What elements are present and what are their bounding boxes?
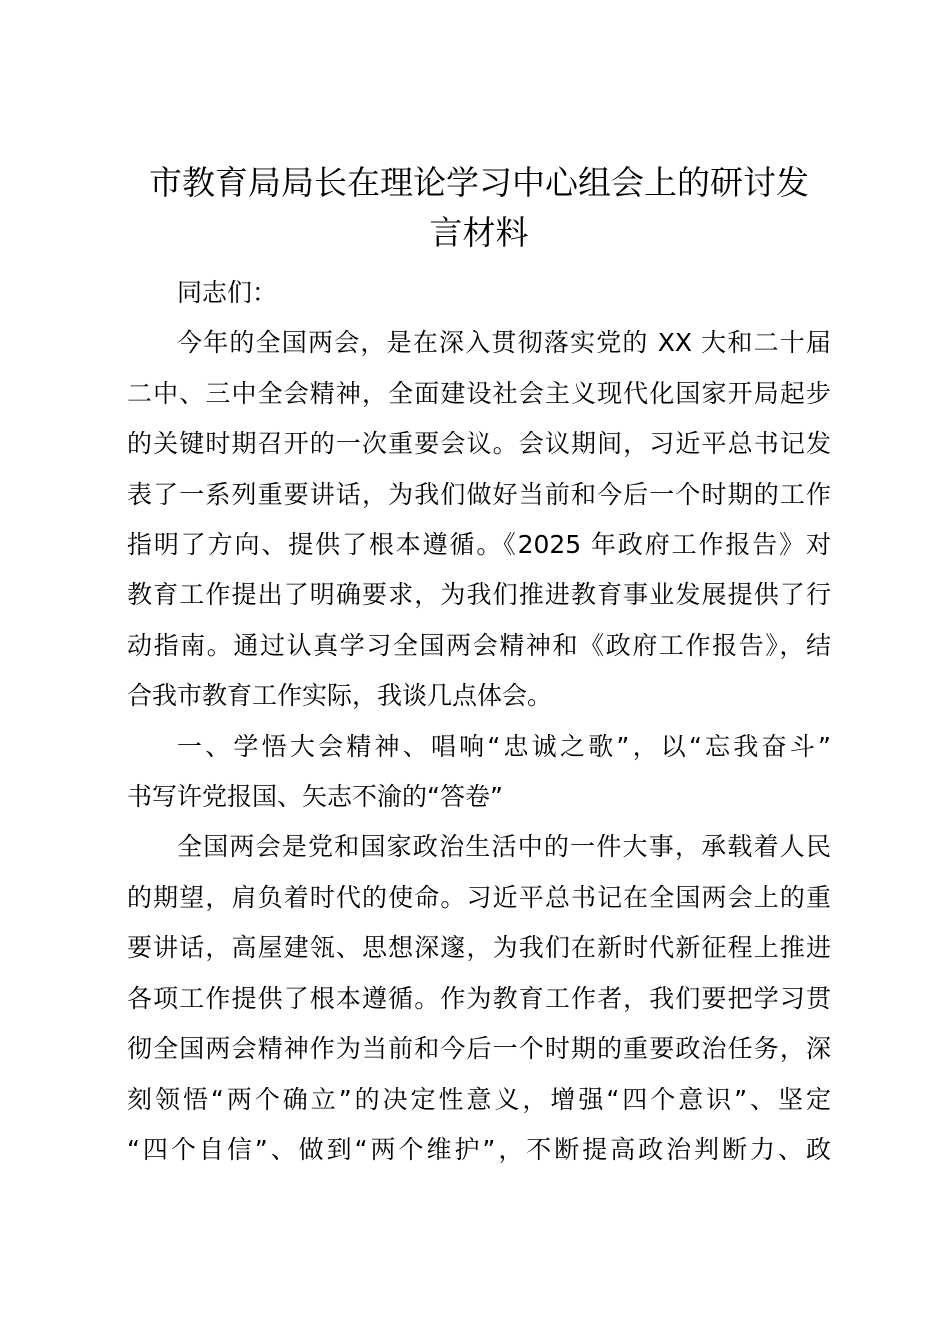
paragraph-line: 今年的全国两会，是在深入贯彻落实党的 XX 大和二十届 [177, 328, 831, 358]
paragraph-line: 教育工作提出了明确要求，为我们推进教育事业发展提供了行 [127, 580, 831, 610]
paragraph-line: 指明了方向、提供了根本遵循。《2025 年政府工作报告》对 [127, 530, 831, 560]
document-title [127, 158, 831, 258]
paragraph-line: 合我市教育工作实际，我谈几点体会。 [127, 681, 553, 711]
paragraph-section-1 [127, 822, 831, 1175]
paragraph-line: 全国两会是党和国家政治生活中的一件大事，承载着人民 [177, 832, 831, 862]
section-heading-1 [127, 722, 831, 823]
paragraph-line: 动指南。通过认真学习全国两会精神和《政府工作报告》，结 [127, 630, 831, 660]
paragraph-line: 各项工作提供了根本遵循。作为教育工作者，我们要把学习贯 [127, 983, 831, 1013]
heading-line: 书写许党报国、矢志不渝的“答卷” [127, 782, 503, 812]
paragraph-line: 彻全国两会精神作为当前和今后一个时期的重要政治任务，深 [127, 1034, 831, 1064]
paragraph-line: 二中、三中全会精神，全面建设社会主义现代化国家开局起步 [127, 378, 831, 408]
salutation [127, 268, 831, 318]
heading-line: 一、学悟大会精神、唱响“忠诚之歌”，以“忘我奋斗” [177, 731, 831, 761]
paragraph-line: 要讲话，高屋建瓴、思想深邃，为我们在新时代新征程上推进 [127, 933, 831, 963]
title-line: 市教育局局长在理论学习中心组会上的研讨发 [149, 163, 809, 202]
paragraph-intro [127, 318, 831, 721]
paragraph-line: 的期望，肩负着时代的使命。习近平总书记在全国两会上的重 [127, 882, 831, 912]
paragraph-line: 刻领悟“两个确立”的决定性意义，增强“四个意识”、坚定 [127, 1084, 831, 1114]
title-line: 言材料 [429, 213, 529, 252]
document-page [127, 158, 831, 1175]
paragraph-line: “四个自信”、做到“两个维护”，不断提高政治判断力、政 [127, 1134, 831, 1164]
salutation-text: 同志们： [177, 278, 278, 307]
paragraph-line: 的关键时期召开的一次重要会议。会议期间，习近平总书记发 [127, 429, 831, 459]
paragraph-line: 表了一系列重要讲话，为我们做好当前和今后一个时期的工作 [127, 479, 831, 509]
